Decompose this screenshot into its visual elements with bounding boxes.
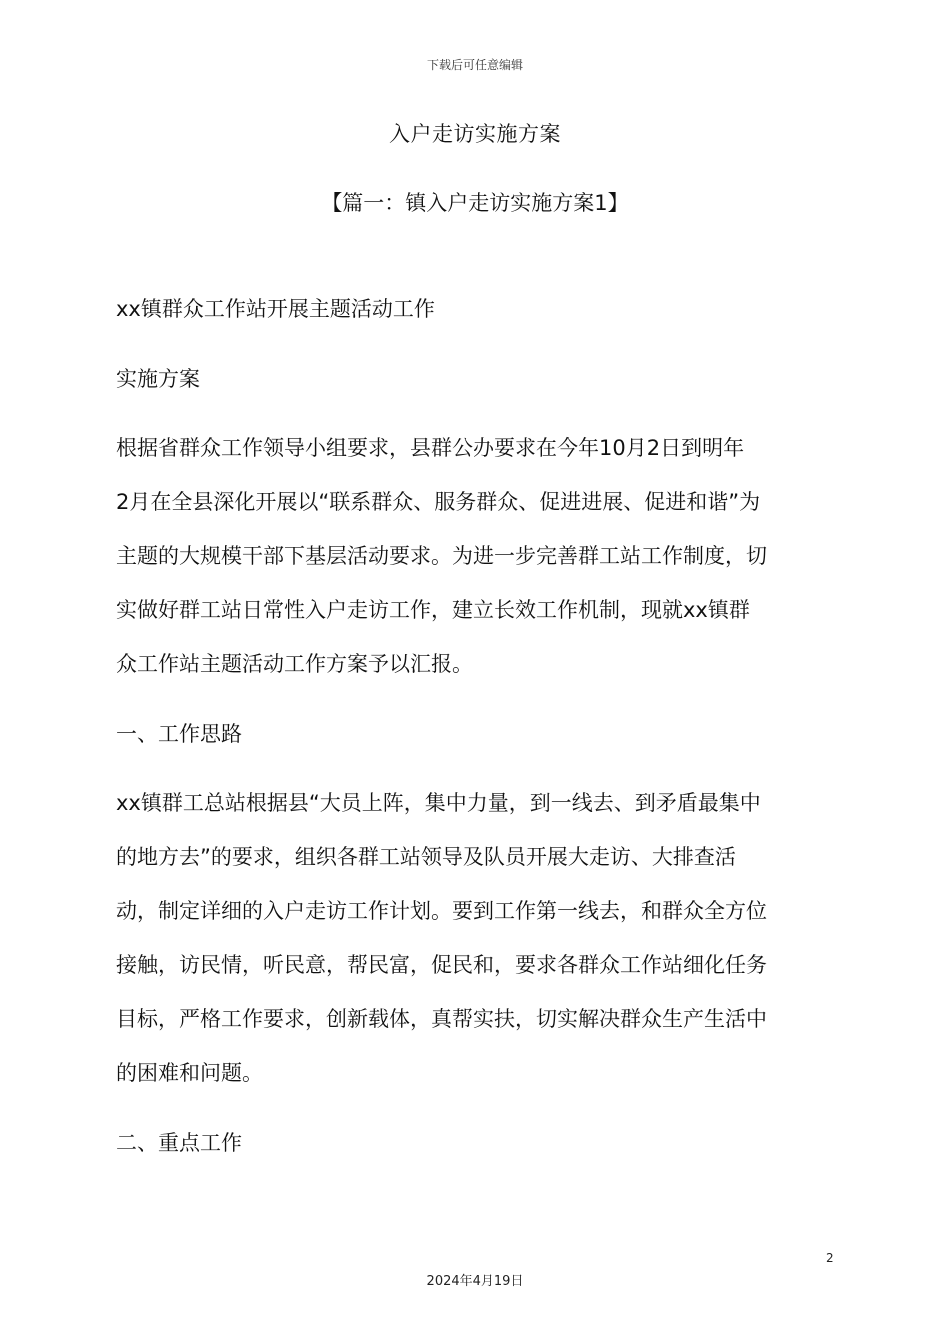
- paragraph-line: 根据省群众工作领导小组要求，县群公办要求在今年10月2日到明年: [116, 436, 745, 460]
- section-heading-plan: 实施方案: [116, 367, 200, 391]
- header-note: 下载后可任意编辑: [426, 58, 523, 72]
- footer-date: 2024年4月19日: [426, 1274, 524, 1289]
- paragraph-line: 实做好群工站日常性入户走访工作，建立长效工作机制，现就xx镇群: [116, 598, 750, 622]
- paragraph-line: 2月在全县深化开展以“联系群众、服务群众、促进进展、促进和谐”为: [116, 490, 761, 514]
- paragraph-line: 目标，严格工作要求，创新载体，真帮实扶，切实解决群众生产生活中: [116, 1007, 767, 1031]
- paragraph-line: 的困难和问题。: [116, 1061, 263, 1085]
- section-heading-work-ideas: 一、工作思路: [116, 722, 242, 746]
- document-subtitle: 【篇一：镇入户走访实施方案1】: [321, 191, 629, 215]
- paragraph-line: 众工作站主题活动工作方案予以汇报。: [116, 652, 473, 676]
- document-title: 入户走访实施方案: [389, 122, 561, 146]
- paragraph-line: 主题的大规模干部下基层活动要求。为进一步完善群工站工作制度，切: [116, 544, 767, 568]
- paragraph-line: 动，制定详细的入户走访工作计划。要到工作第一线去，和群众全方位: [116, 899, 767, 923]
- paragraph-line: 接触，访民情，听民意，帮民富，促民和，要求各群众工作站细化任务: [116, 953, 767, 977]
- page-number: 2: [826, 1251, 834, 1265]
- section-heading-activity: xx镇群众工作站开展主题活动工作: [116, 297, 435, 321]
- paragraph-line: xx镇群工总站根据县“大员上阵，集中力量，到一线去、到矛盾最集中: [116, 791, 761, 815]
- section-heading-key-work: 二、重点工作: [116, 1131, 242, 1155]
- paragraph-line: 的地方去”的要求，组织各群工站领导及队员开展大走访、大排查活: [116, 845, 736, 869]
